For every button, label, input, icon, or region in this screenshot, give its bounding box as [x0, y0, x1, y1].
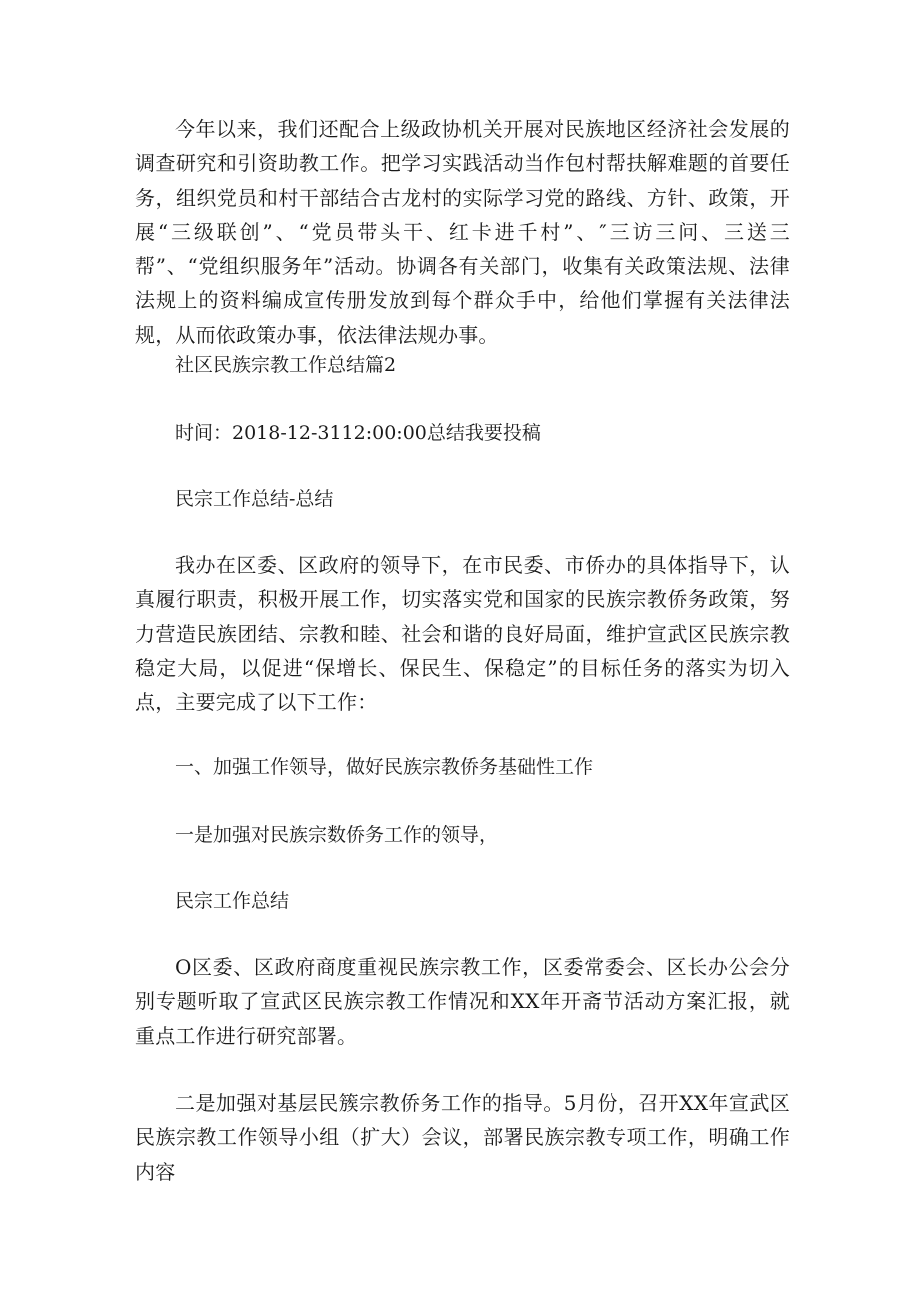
section-heading-one: 一、加强工作领导，做好民族宗教侨务基础性工作 [175, 756, 594, 778]
time-line: 时间：2018-12-3112:00:00总结我要投稿 [175, 422, 541, 444]
section-heading-part2: 社区民族宗教工作总结篇2 [175, 354, 397, 376]
paragraph-leadership: O区委、区政府商度重视民族宗教工作，区委常委会、区长办公会分别专题听取了宣武区民族宗教工作情况和XX年开斋节活动方案汇报，就重点工作进行研究部署。 [135, 955, 790, 1048]
paragraph-village-assistance: 今年以来，我们还配合上级政协机关开展对民族地区经济社会发展的调查研究和引资助教工作。把学习实践活动当作包村帮扶解难题的首要任务，组织党员和村干部结合古龙村的实际学习党的路线、方针、政策，开展“三级联创”、“党员带头干、红卡进千村”、″三访三问、三送三帮”、“党组织服务年”活动。协调各有关部门，收集有关政策法规、法律法规上的资料编成宣传册发放到每个群众手中，给他们掌握有关法律法规，从而依政策办事，依法律法规办事。 [135, 117, 790, 347]
label-summary: 民宗工作总结 [175, 890, 290, 912]
document-subtitle: 民宗工作总结-总结 [175, 488, 334, 510]
paragraph-overview: 我办在区委、区政府的领导下，在市民委、市侨办的具体指导下，认真履行职责，积极开展工作，切实落实党和国家的民族宗教侨务政策，努力营造民族团结、宗教和睦、社会和谐的良好局面，维护宣武区民族宗教稳定大局，以促进“保增长、保民生、保稳定”的目标任务的落实为切入点，主要完成了以下工作： [135, 553, 790, 715]
item-one: 一是加强对民族宗数侨务工作的领导， [175, 824, 499, 846]
paragraph-guidance: 二是加强对基层民簇宗教侨务工作的指导。5月份，召开XX年宣武区民族宗教工作领导小组（扩大）会议，部署民族宗教专项工作，明确工作内容 [135, 1091, 790, 1184]
